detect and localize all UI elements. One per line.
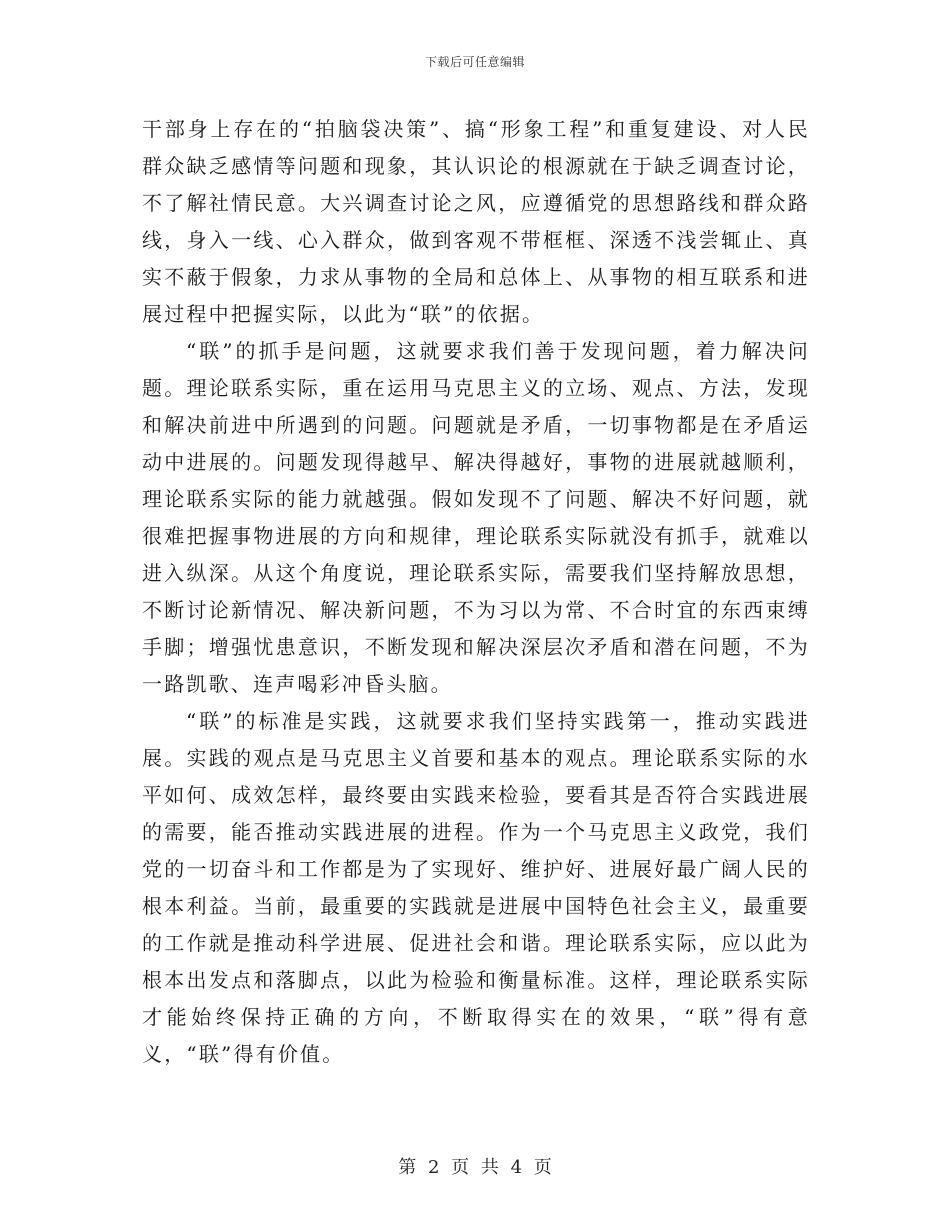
paragraph-2: “联”的抓手是问题，这就要求我们善于发现问题，着力解决问题。理论联系实际，重在运用马克思主义的立场、观点、方法，发现和解决前进中所遇到的问题。问题就是矛盾，一切事物都是在矛盾运动中进展的。问题发现得越早、解决得越好，事物的进展就越顺利，理论联系实际的能力就越强。假如发现不了问题、解决不好问题，就很难把握事物进展的方向和规律，理论联系实际就没有抓手，就难以进入纵深。从这个角度说，理论联系实际，需要我们坚持解放思想，不断讨论新情况、解决新问题，不为习以为常、不合时宜的东西束缚手脚；增强忧患意识，不断发现和解决深层次矛盾和潜在问题，不为一路凯歌、连声喝彩冲昏头脑。 — [142, 339, 810, 696]
header-note: 下载后可任意编辑 — [424, 55, 525, 69]
paragraph-1: 干部身上存在的“拍脑袋决策”、搞“形象工程”和重复建设、对人民群众缺乏感情等问题和现象，其认识论的根源就在于缺乏调查讨论，不了解社情民意。大兴调查讨论之风，应遵循党的思想路线和群众路线，身入一线、心入群众，做到客观不带框框、深透不浅尝辄止、真实不蔽于假象，力求从事物的全局和总体上、从事物的相互联系和进展过程中把握实际，以此为“联”的依据。 — [142, 117, 810, 326]
paragraph-3: “联”的标准是实践，这就要求我们坚持实践第一，推动实践进展。实践的观点是马克思主义首要和基本的观点。理论联系实际的水平如何、成效怎样，最终要由实践来检验，要看其是否符合实践进展的需要，能否推动实践进展的进程。作为一个马克思主义政党，我们党的一切奋斗和工作都是为了实现好、维护好、进展好最广阔人民的根本利益。当前，最重要的实践就是进展中国特色社会主义，最重要的工作就是推动科学进展、促进社会和谐。理论联系实际，应以此为根本出发点和落脚点，以此为检验和衡量标准。这样，理论联系实际才能始终保持正确的方向，不断取得实在的效果，“联”得有意义，“联”得有价值。 — [142, 709, 810, 1066]
page-number: 第 2 页 共 4 页 — [398, 1157, 552, 1178]
body-text — [142, 111, 810, 1073]
